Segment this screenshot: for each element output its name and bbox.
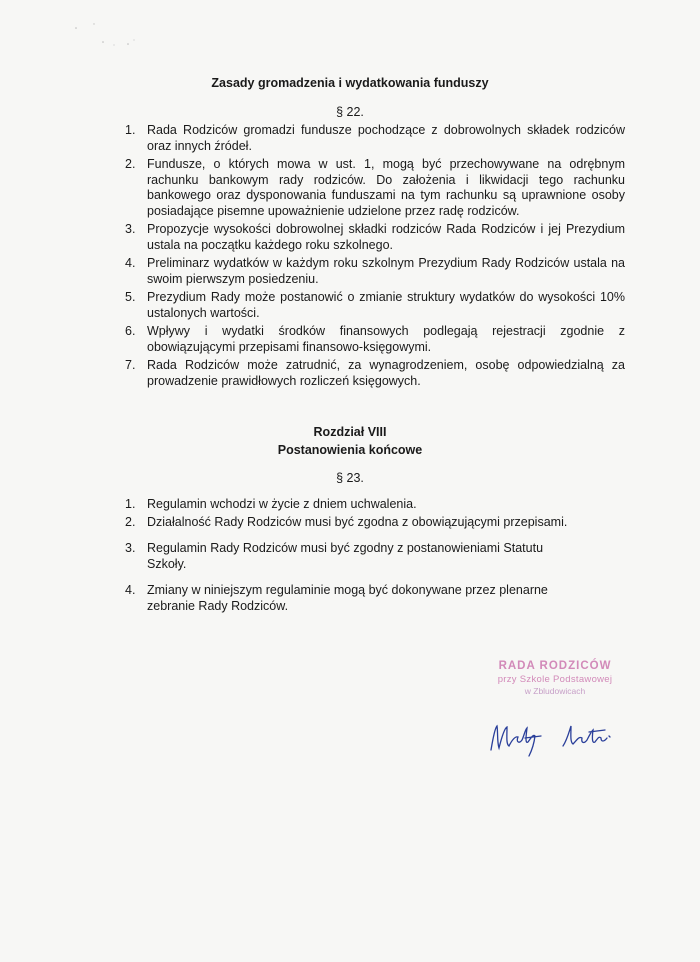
list-item: 6. Wpływy i wydatki środków finansowych podlegają rejestracji zgodnie z obowiązującymi przepisami finansowo-księgowymi.	[125, 324, 625, 354]
stamp-line-1: RADA RODZICÓW	[498, 660, 612, 672]
list-item: 1. Regulamin wchodzi w życie z dniem uchwalenia.	[125, 497, 417, 511]
list-item-text: Prezydium Rady może postanowić o zmianie struktury wydatków do wysokości 10% ustalonych wartości.	[147, 290, 625, 320]
scan-specks	[70, 20, 150, 60]
chapter-subtitle: Postanowienia końcowe	[277, 443, 423, 457]
list-item-text: Zmiany w niniejszym regulaminie mogą być dokonywane przez plenarne zebranie Rady Rodziców.	[147, 583, 548, 613]
list-item: 4. Zmiany w niniejszym regulaminie mogą być dokonywane przez plenarne zebranie Rady Rodziców.	[125, 583, 548, 613]
list-item: 7. Rada Rodziców może zatrudnić, za wynagrodzeniem, osobę odpowiedzialną za prowadzenie prawidłowych rozliczeń księgowych.	[125, 358, 625, 388]
institution-stamp	[470, 660, 640, 696]
list-item-text: Preliminarz wydatków w każdym roku szkolnym Prezydium Rady Rodziców ustala na swoim pierwszym posiedzeniu.	[147, 256, 625, 286]
list-item-text: Propozycje wysokości dobrowolnej składki rodziców Rada Rodziców i jej Prezydium ustala na początku każdego roku szkolnego.	[147, 222, 625, 252]
list-item-text: Regulamin wchodzi w życie z dniem uchwalenia.	[147, 497, 417, 511]
list-item-text: Rada Rodziców gromadzi fundusze pochodzące z dobrowolnych składek rodziców oraz innych źródeł.	[147, 123, 625, 153]
list-item-text: Fundusze, o których mowa w ust. 1, mogą być przechowywane na odrębnym rachunku bankowym rady rodziców. Do założenia i likwidacji tego rachunku bankowego oraz dysponowania funduszami na tym rachunku są uprawnione osoby posiadające pisemne upoważnienie udzielone przez radę rodziców.	[147, 157, 625, 218]
list-item: 1. Rada Rodziców gromadzi fundusze pochodzące z dobrowolnych składek rodziców oraz innych źródeł.	[125, 123, 625, 153]
handwritten-signatures	[485, 718, 625, 758]
paragraph-22-list	[125, 123, 625, 390]
section-title: Zasady gromadzenia i wydatkowania funduszy	[211, 76, 489, 90]
paragraph-22-heading: § 22.	[336, 105, 364, 119]
signature-2	[563, 726, 610, 746]
list-item: 2. Fundusze, o których mowa w ust. 1, mogą być przechowywane na odrębnym rachunku bankowym rady rodziców. Do założenia i likwidacji tego rachunku bankowego oraz dysponowania funduszami na tym rachunku są uprawnione osoby posiadające pisemne upoważnienie udzielone przez radę rodziców.	[125, 157, 625, 218]
list-item: 3. Propozycje wysokości dobrowolnej składki rodziców Rada Rodziców i jej Prezydium ustala na początku każdego roku szkolnego.	[125, 222, 625, 252]
list-item-text: Regulamin Rady Rodziców musi być zgodny z postanowieniami Statutu Szkoły.	[147, 541, 544, 571]
list-item-text: Rada Rodziców może zatrudnić, za wynagrodzeniem, osobę odpowiedzialną za prowadzenie prawidłowych rozliczeń księgowych.	[147, 358, 625, 388]
signature-1	[491, 726, 541, 756]
list-item-text: Działalność Rady Rodziców musi być zgodna z obowiązującymi przepisami.	[147, 514, 568, 529]
paragraph-23-list	[125, 497, 585, 614]
stamp-line-3: w Zbludowicach	[524, 686, 586, 696]
stamp-line-2: przy Szkole Podstawowej	[497, 674, 613, 685]
list-item: 5. Prezydium Rady może postanowić o zmianie struktury wydatków do wysokości 10% ustalonych wartości.	[125, 290, 625, 320]
list-item: 4. Preliminarz wydatków w każdym roku szkolnym Prezydium Rady Rodziców ustala na swoim pierwszym posiedzeniu.	[125, 256, 625, 286]
list-item: 2. Działalność Rady Rodziców musi być zgodna z obowiązującymi przepisami.	[125, 514, 568, 529]
list-item: 3. Regulamin Rady Rodziców musi być zgodny z postanowieniami Statutu Szkoły.	[125, 541, 544, 571]
paragraph-23-heading: § 23.	[336, 471, 364, 485]
list-item-text: Wpływy i wydatki środków finansowych podlegają rejestracji zgodnie z obowiązującymi przepisami finansowo-księgowymi.	[147, 324, 625, 354]
chapter-title: Rozdział VIII	[313, 425, 387, 439]
